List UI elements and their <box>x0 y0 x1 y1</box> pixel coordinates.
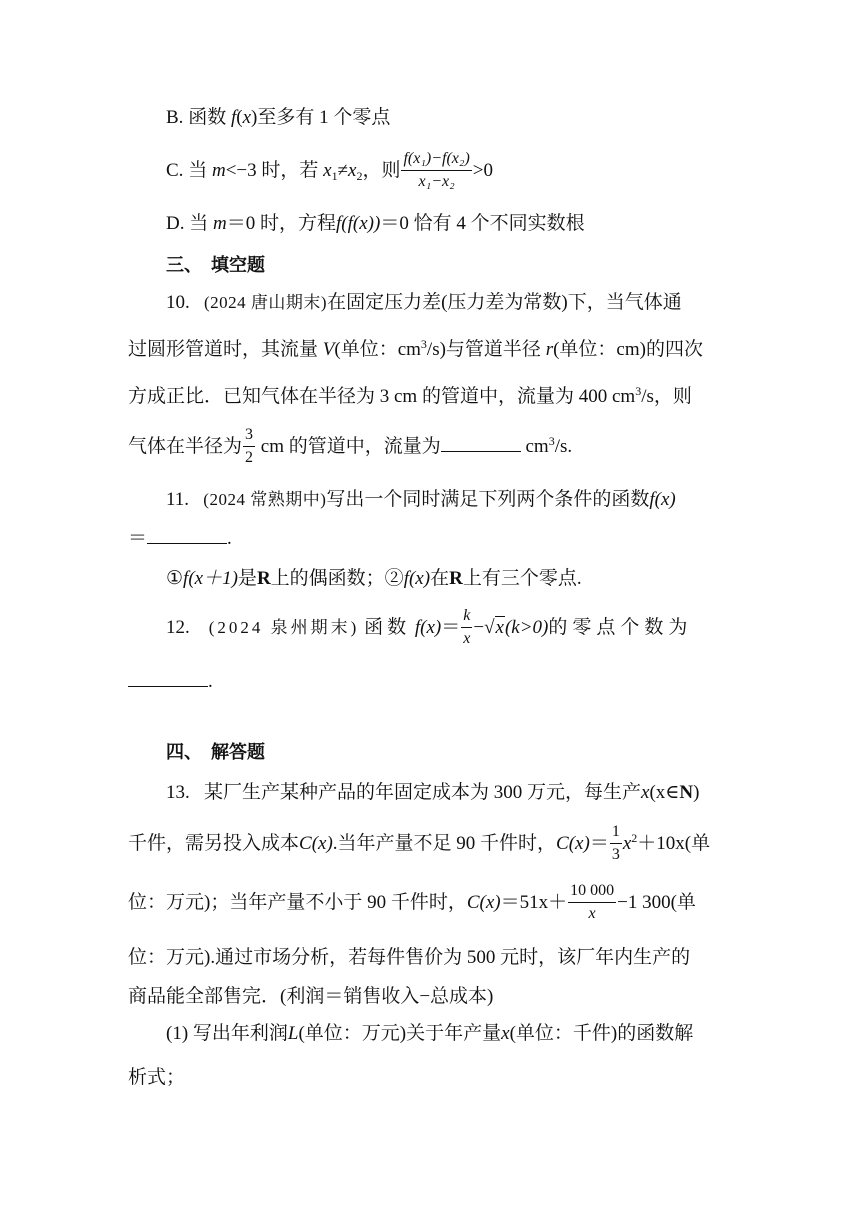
q10-text4a: 气体在半径为 <box>128 436 243 457</box>
q10-line1 <box>166 291 732 315</box>
option-d-eq: f(f(x)) <box>336 213 381 234</box>
q13-denominator-1: 3 <box>611 846 620 864</box>
option-c-denominator: x₁−x₂ <box>418 173 455 191</box>
q12-radicand: x <box>495 617 504 638</box>
option-d <box>166 212 585 236</box>
q12-sqrt: √x <box>484 617 504 638</box>
option-c-m: m <box>211 160 226 181</box>
q13-line1 <box>166 781 699 805</box>
q11-c2b: 在 <box>430 568 450 589</box>
q12-line2 <box>128 670 213 694</box>
q12-fx: f(x) <box>414 617 442 638</box>
option-b-text2: 至多有 1 个零点 <box>257 107 391 128</box>
q10-line4 <box>128 422 572 472</box>
q13-L: L <box>287 1023 299 1044</box>
option-c-cond: <−3 时，若 <box>225 160 319 181</box>
option-c-tail: >0 <box>472 160 493 181</box>
q12-minus: − <box>473 617 485 638</box>
option-c-numerator: f(x₁)−f(x₂) <box>401 148 471 171</box>
q13-fraction-2 <box>568 880 616 925</box>
option-c-x1: x <box>323 160 332 181</box>
q10-text1: 在固定压力差(压力差为常数)下，当气体通 <box>327 292 682 313</box>
q13-fraction-1 <box>610 821 622 866</box>
q10-text4c: cm <box>520 436 549 457</box>
q12-text2: 的零点个数为 <box>548 617 693 638</box>
q10-text2c: /s)与管道半径 <box>426 339 541 360</box>
q12-line1 <box>166 603 732 653</box>
q13-line2 <box>128 819 710 869</box>
q13-text1c: ) <box>693 782 700 803</box>
q13-line5 <box>128 985 493 1009</box>
q13-number: 13. <box>166 782 190 803</box>
q11-c1a: ① <box>166 568 184 589</box>
q13-text3c: −1 300(单 <box>617 892 696 913</box>
option-c-sub1: 1 <box>331 169 338 183</box>
q11-c1b: f(x＋1) <box>183 568 238 589</box>
q11-R2: R <box>449 568 463 589</box>
q10-text2d: (单位：cm)的四次 <box>553 339 703 360</box>
q10-number: 10. <box>166 292 190 313</box>
q10-text3a: 方成正比．已知气体在半径为 3 cm 的管道中，流量为 400 cm <box>128 386 636 407</box>
section-solve-heading: 四、 解答题 <box>166 742 265 763</box>
option-c-sub2: 2 <box>356 169 363 183</box>
q11-c1d: 上的偶函数；② <box>270 568 404 589</box>
q10-text3b: /s，则 <box>641 386 692 407</box>
q12-answer-blank[interactable] <box>128 670 208 687</box>
q12-cond: (k>0) <box>504 617 549 638</box>
q10-fraction <box>243 424 255 469</box>
option-b-text: 函数 <box>188 107 227 128</box>
q10-source: (2024 唐山期末) <box>204 293 328 312</box>
option-d-m: m <box>213 213 227 234</box>
q11-eq: ＝ <box>128 528 148 549</box>
q10-sup-b: 3 <box>635 384 642 398</box>
q10-line2 <box>128 338 703 362</box>
option-d-text2: ＝0 时，方程 <box>226 213 336 234</box>
q10-answer-blank[interactable] <box>441 435 521 452</box>
q10-r: r <box>545 339 554 360</box>
q13-N: N <box>679 782 694 803</box>
q10-line3 <box>128 385 692 409</box>
q11-R1: R <box>256 568 271 589</box>
q13-Cx-a: C(x) <box>299 833 333 854</box>
q13-text1a: 某厂生产某种产品的年固定成本为 300 万元，每生产 <box>204 782 642 803</box>
option-d-text: 当 <box>189 213 209 234</box>
q11-c2c: 上有三个零点. <box>462 568 582 589</box>
q12-fraction <box>461 605 472 650</box>
q12-numerator: k <box>461 605 472 628</box>
q10-sup-c: 3 <box>548 434 555 448</box>
q12-denominator: x <box>463 630 471 648</box>
q10-text4d: /s. <box>554 436 573 457</box>
q11-source: (2024 常熟期中) <box>203 490 327 509</box>
option-d-label: D. <box>166 213 185 234</box>
q13-part1 <box>166 1022 693 1046</box>
q12-tail: . <box>208 671 213 692</box>
q11-dot: . <box>227 528 232 549</box>
q13-part1-cont: 析式； <box>128 1067 186 1088</box>
q13-text2e: ＋10x(单 <box>637 833 711 854</box>
option-c-label: C. <box>166 160 184 181</box>
q10-text2b: (单位：cm <box>334 339 421 360</box>
option-c <box>166 146 493 196</box>
q13-text2a: 千件，需另投入成本 <box>128 833 300 854</box>
option-b-f: f <box>230 107 237 128</box>
q13-text2d: x <box>622 833 632 854</box>
q13-p1c: (单位：千件)的函数解 <box>509 1023 694 1044</box>
q13-numerator-1: 1 <box>610 821 622 844</box>
section-fill-in-heading: 三、 填空题 <box>166 255 265 276</box>
q11-fx: f(x) <box>649 489 676 510</box>
q11-c2a: f(x) <box>403 568 431 589</box>
q12-text1: 函数 <box>364 617 411 638</box>
q11-line2 <box>128 527 232 551</box>
q11-conditions <box>166 567 582 591</box>
q13-numerator-2: 10 000 <box>568 880 616 903</box>
option-d-text3: ＝0 恰有 4 个不同实数根 <box>380 213 585 234</box>
q10-text4b: cm 的管道中，流量为 <box>256 436 441 457</box>
q13-text2b: .当年产量不足 90 千件时， <box>332 833 557 854</box>
q11-line1 <box>166 488 676 512</box>
q13-text2c: ＝ <box>589 833 609 854</box>
q11-c1c: 是 <box>237 568 257 589</box>
q13-p1b: (单位：万元)关于年产量 <box>298 1023 502 1044</box>
q13-x: x <box>641 782 650 803</box>
q13-x-b: x <box>501 1023 510 1044</box>
option-c-then: ，则 <box>362 160 401 181</box>
option-b-label: B. <box>166 107 184 128</box>
q10-text2a: 过圆形管道时，其流量 <box>128 339 319 360</box>
q13-p1a: (1) 写出年利润 <box>166 1023 288 1044</box>
q10-sup-a: 3 <box>420 337 427 351</box>
q13-text5: 商品能全部售完．(利润＝销售收入−总成本) <box>128 986 494 1007</box>
q12-number: 12. <box>166 617 190 638</box>
q13-text3a: 位：万元)；当年产量不小于 90 千件时， <box>128 892 467 913</box>
q10-V: V <box>322 339 335 360</box>
option-b: B. 函数 f(x)至多有 1 个零点 <box>166 107 391 128</box>
option-c-text: 当 <box>188 160 208 181</box>
q11-text1: 写出一个同时满足下列两个条件的函数 <box>326 489 650 510</box>
option-c-neq: ≠ <box>337 160 348 181</box>
option-c-x2: x <box>348 160 357 181</box>
q13-denominator-2: x <box>588 905 596 923</box>
q13-text3b: ＝51x＋ <box>500 892 568 913</box>
q10-numerator: 3 <box>243 424 255 447</box>
q12-eq: ＝ <box>441 617 461 638</box>
q13-Cx-b: C(x) <box>556 833 590 854</box>
q11-number: 11. <box>166 489 190 510</box>
q10-denominator: 2 <box>245 449 254 467</box>
option-c-fraction <box>401 148 471 193</box>
option-b-x: x <box>242 107 251 128</box>
q13-sup2: 2 <box>631 831 638 845</box>
q13-line3 <box>128 878 696 928</box>
q13-line4: 位：万元).通过市场分析，若每件售价为 500 元时，该厂年内生产的 <box>128 947 691 968</box>
q13-Cx-c: C(x) <box>466 892 501 913</box>
q12-source: (2024 泉州期末) <box>208 618 360 637</box>
q13-text1b: (x∈ <box>649 782 680 803</box>
q11-answer-blank[interactable] <box>147 527 227 544</box>
